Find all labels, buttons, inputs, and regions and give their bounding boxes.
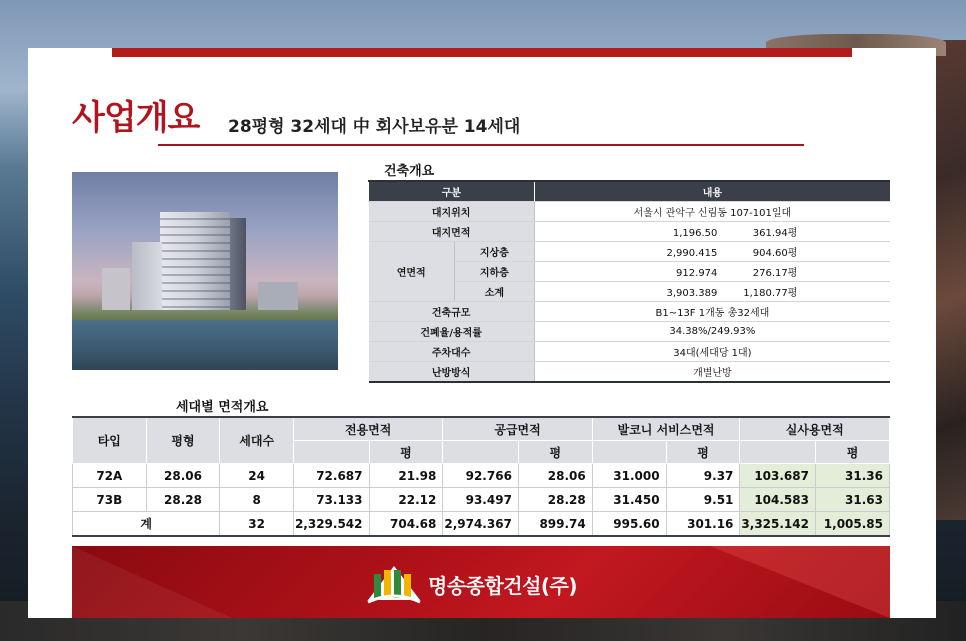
site-location-value: 서울시 관악구 신림동 107-101일대 bbox=[534, 202, 890, 222]
company-banner bbox=[72, 546, 890, 618]
building-overview-table bbox=[368, 180, 890, 383]
site-area-pyeong: 361.94평 bbox=[752, 228, 798, 239]
cell-supply-pyeong: 28.28 bbox=[518, 488, 592, 512]
underground-value bbox=[534, 262, 890, 282]
cell-balcony-pyeong: 9.37 bbox=[666, 464, 740, 488]
cell-total-households: 32 bbox=[220, 512, 294, 537]
building-rendering-image bbox=[72, 172, 338, 370]
parking-value: 34대(세대당 1대) bbox=[534, 342, 890, 362]
heating-value: 개별난방 bbox=[534, 362, 890, 383]
row-label-underground: 지하층 bbox=[454, 262, 534, 282]
subtotal-pyeong: 1,180.77평 bbox=[743, 288, 798, 299]
table-row bbox=[369, 222, 891, 242]
header-exclusive-m2 bbox=[293, 441, 369, 464]
ratio-value: 34.38%/249.93% bbox=[534, 322, 890, 342]
company-name: 명송종합건설(주) bbox=[428, 574, 578, 598]
overview-card bbox=[28, 48, 936, 618]
cell-supply-m2: 92.766 bbox=[443, 464, 519, 488]
table-row bbox=[73, 464, 890, 488]
header-balcony-pyeong: 평 bbox=[666, 441, 740, 464]
table-row bbox=[369, 202, 891, 222]
cell-total-supply-pyeong: 899.74 bbox=[518, 512, 592, 537]
site-area-m2: 1,196.50 bbox=[672, 228, 718, 239]
cell-total-exclusive-pyeong: 704.68 bbox=[369, 512, 443, 537]
cell-actual-pyeong: 31.63 bbox=[815, 488, 889, 512]
header-exclusive-area: 전용면적 bbox=[293, 417, 442, 441]
header-pyeong: 평형 bbox=[146, 417, 220, 464]
table-row bbox=[369, 342, 891, 362]
table-row bbox=[73, 488, 890, 512]
cell-actual-pyeong: 31.36 bbox=[815, 464, 889, 488]
header-supply-m2 bbox=[443, 441, 519, 464]
cell-total-label: 계 bbox=[73, 512, 220, 537]
cell-households: 24 bbox=[220, 464, 294, 488]
cell-supply-m2: 93.497 bbox=[443, 488, 519, 512]
company-logo-icon bbox=[364, 560, 424, 606]
cell-balcony-pyeong: 9.51 bbox=[666, 488, 740, 512]
above-ground-pyeong: 904.60평 bbox=[752, 248, 798, 259]
header-households: 세대수 bbox=[220, 417, 294, 464]
cell-pyeong: 28.28 bbox=[146, 488, 220, 512]
cell-actual-m2: 103.687 bbox=[740, 464, 816, 488]
cell-pyeong: 28.06 bbox=[146, 464, 220, 488]
cell-type: 73B bbox=[73, 488, 147, 512]
title-underline bbox=[158, 144, 804, 146]
cell-exclusive-m2: 72.687 bbox=[293, 464, 369, 488]
above-ground-m2: 2,990.415 bbox=[666, 248, 718, 259]
subtotal-m2: 3,903.389 bbox=[666, 288, 718, 299]
cell-balcony-m2: 31.450 bbox=[592, 488, 666, 512]
cell-exclusive-pyeong: 22.12 bbox=[369, 488, 443, 512]
header-balcony-m2 bbox=[592, 441, 666, 464]
header-balcony-area: 발코니 서비스면적 bbox=[592, 417, 740, 441]
site-area-value bbox=[534, 222, 890, 242]
tower-window-grid bbox=[160, 212, 230, 322]
cell-total-balcony-m2: 995.60 bbox=[592, 512, 666, 537]
table-row bbox=[369, 362, 891, 383]
row-label-heating: 난방방식 bbox=[369, 362, 535, 383]
banner-decoration-left bbox=[72, 546, 232, 618]
cell-total-actual-m2: 3,325.142 bbox=[740, 512, 816, 537]
row-label-ratio: 건폐율/용적률 bbox=[369, 322, 535, 342]
banner-decoration bbox=[710, 546, 890, 618]
page-subtitle: 28평형 32세대 中 회사보유분 14세대 bbox=[228, 117, 521, 137]
header-actual-m2 bbox=[740, 441, 816, 464]
table-row bbox=[369, 322, 891, 342]
cell-supply-pyeong: 28.06 bbox=[518, 464, 592, 488]
cell-total-exclusive-m2: 2,329.542 bbox=[293, 512, 369, 537]
header-supply-area: 공급면적 bbox=[443, 417, 592, 441]
row-label-subtotal: 소계 bbox=[454, 282, 534, 302]
row-label-scale: 건축규모 bbox=[369, 302, 535, 322]
cell-exclusive-pyeong: 21.98 bbox=[369, 464, 443, 488]
river bbox=[72, 320, 338, 370]
cell-households: 8 bbox=[220, 488, 294, 512]
cell-type: 72A bbox=[73, 464, 147, 488]
cell-balcony-m2: 31.000 bbox=[592, 464, 666, 488]
table-row bbox=[369, 302, 891, 322]
row-label-parking: 주차대수 bbox=[369, 342, 535, 362]
col-header-category: 구분 bbox=[369, 181, 535, 202]
top-accent-bar bbox=[112, 48, 852, 57]
row-label-above-ground: 지상층 bbox=[454, 242, 534, 262]
above-ground-value bbox=[534, 242, 890, 262]
header-exclusive-pyeong: 평 bbox=[369, 441, 443, 464]
col-header-content: 내용 bbox=[534, 181, 890, 202]
underground-m2: 912.974 bbox=[676, 268, 718, 279]
header-actual-pyeong: 평 bbox=[815, 441, 889, 464]
tower-side bbox=[230, 218, 246, 322]
scale-value: B1~13F 1개동 총32세대 bbox=[534, 302, 890, 322]
header-supply-pyeong: 평 bbox=[518, 441, 592, 464]
subtotal-value bbox=[534, 282, 890, 302]
unit-areas-label: 세대별 면적개요 bbox=[176, 400, 269, 415]
row-label-floor-area: 연면적 bbox=[369, 242, 455, 302]
table-row bbox=[369, 242, 891, 262]
cell-total-balcony-pyeong: 301.16 bbox=[666, 512, 740, 537]
cell-actual-m2: 104.583 bbox=[740, 488, 816, 512]
page-title: 사업개요 bbox=[72, 98, 200, 138]
building-overview-label: 건축개요 bbox=[384, 164, 435, 179]
cell-exclusive-m2: 73.133 bbox=[293, 488, 369, 512]
row-label-site-area: 대지면적 bbox=[369, 222, 535, 242]
header-type: 타입 bbox=[73, 417, 147, 464]
cell-total-actual-pyeong: 1,005.85 bbox=[815, 512, 889, 537]
underground-pyeong: 276.17평 bbox=[752, 268, 798, 279]
row-label-site-location: 대지위치 bbox=[369, 202, 535, 222]
cell-total-supply-m2: 2,974.367 bbox=[443, 512, 519, 537]
table-row-total bbox=[73, 512, 890, 537]
header-actual-area: 실사용면적 bbox=[740, 417, 890, 441]
unit-areas-table bbox=[72, 416, 890, 537]
